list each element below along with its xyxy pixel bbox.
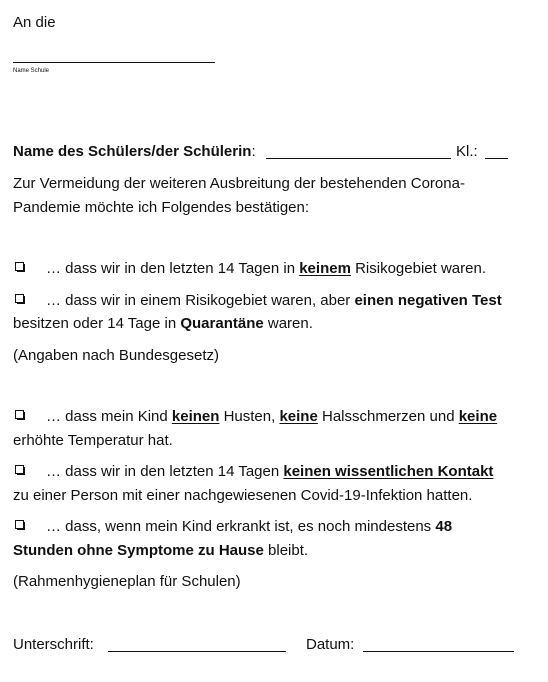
date-label: Datum:	[306, 636, 355, 653]
item-no-contact-line-2: zu einer Person mit einer nachgewiesenen Covid-19-Infektion hatten.	[13, 487, 473, 504]
item-text: Halsschmerzen und	[317, 408, 459, 425]
note-federal-law: (Angaben nach Bundesgesetz)	[13, 347, 219, 364]
checkbox-no-contact[interactable]	[15, 465, 24, 474]
checkbox-no-symptoms[interactable]	[15, 410, 24, 419]
checkbox-no-risk-area[interactable]	[15, 262, 24, 271]
item-emphasis: Quarantäne	[180, 315, 264, 332]
student-name-field[interactable]	[266, 158, 451, 159]
checkbox-negative-test[interactable]	[15, 294, 24, 303]
student-name-label: Name des Schülers/der Schülerin	[13, 143, 252, 160]
item-stay-home-line-2	[13, 542, 308, 560]
intro-line-1: Zur Vermeidung der weiteren Ausbreitung der bestehenden Corona-	[13, 175, 465, 192]
intro-line-2: Pandemie möchte ich Folgendes bestätigen:	[13, 199, 310, 216]
item-text: Risikogebiet waren.	[350, 260, 486, 277]
class-label: Kl.:	[456, 143, 478, 160]
item-emphasis: keine	[458, 408, 498, 425]
item-no-contact-line-1	[46, 463, 493, 481]
addressee-label: An die	[13, 14, 56, 31]
item-emphasis: keine	[279, 408, 318, 425]
item-text: besitzen oder 14 Tage in	[13, 315, 181, 332]
item-no-risk-area	[46, 260, 486, 278]
item-no-symptoms-line-1	[46, 408, 497, 426]
student-name-row	[13, 143, 256, 161]
signature-label: Unterschrift:	[13, 636, 94, 653]
student-name-colon: :	[251, 143, 256, 160]
note-hygiene-plan: (Rahmenhygieneplan für Schulen)	[13, 573, 241, 590]
item-text: … dass, wenn mein Kind erkrankt ist, es noch mindestens	[46, 518, 436, 535]
item-text: bleibt.	[263, 542, 309, 559]
signature-field[interactable]	[108, 651, 286, 652]
item-text: … dass wir in den letzten 14 Tagen	[46, 463, 284, 480]
item-text: … dass mein Kind	[46, 408, 172, 425]
item-negative-test-line-2	[13, 315, 313, 333]
item-text: waren.	[263, 315, 313, 332]
item-emphasis: einen negativen Test	[354, 292, 502, 309]
item-text: Husten,	[219, 408, 280, 425]
date-field[interactable]	[363, 651, 514, 652]
item-emphasis: keinem	[299, 260, 351, 277]
item-stay-home-line-1	[46, 518, 452, 536]
checkbox-stay-home[interactable]	[15, 520, 24, 529]
item-emphasis: Stunden ohne Symptome zu Hause	[13, 542, 264, 559]
school-name-line[interactable]	[13, 62, 215, 63]
class-field[interactable]	[485, 158, 508, 159]
item-negative-test-line-1	[46, 292, 502, 310]
item-emphasis: 48	[435, 518, 453, 535]
item-no-symptoms-line-2: erhöhte Temperatur hat.	[13, 432, 173, 449]
item-emphasis: keinen wissentlichen Kontakt	[283, 463, 494, 480]
item-emphasis: keinen	[171, 408, 220, 425]
item-text: … dass wir in einem Risikogebiet waren, aber	[46, 292, 355, 309]
item-text: … dass wir in den letzten 14 Tagen in	[46, 260, 300, 277]
school-name-caption: Name Schule	[13, 68, 50, 74]
